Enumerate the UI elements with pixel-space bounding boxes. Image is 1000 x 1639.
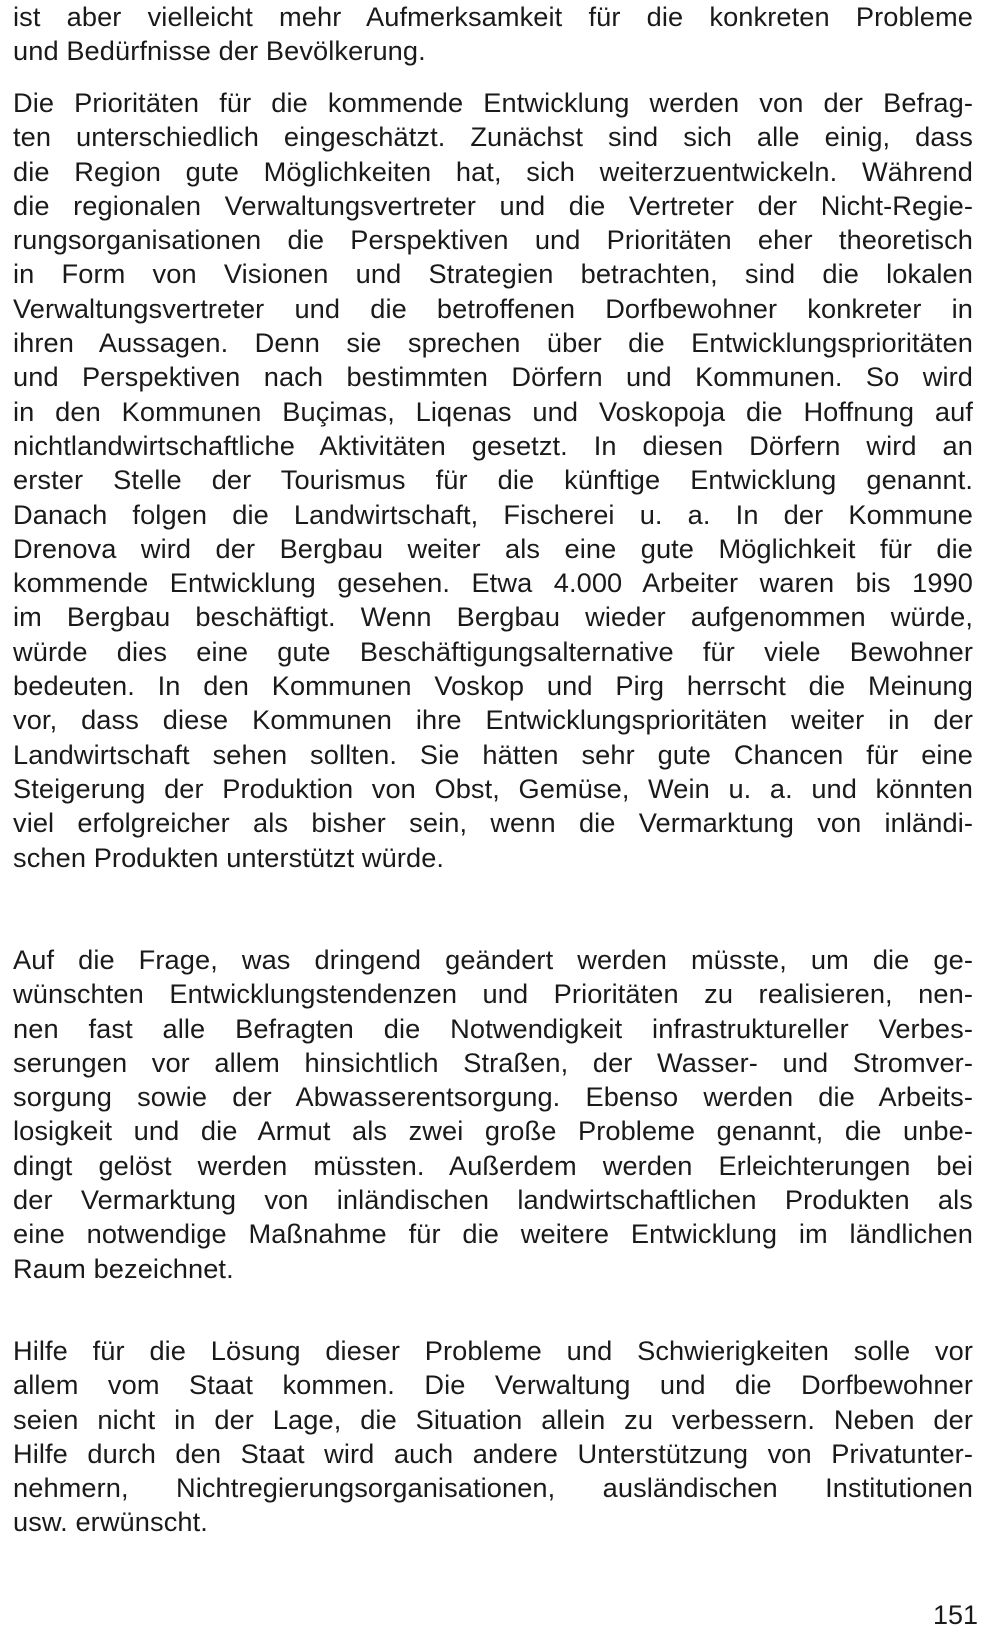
text-line: bedeuten. In den Kommunen Voskop und Pirg herrscht die Meinung <box>13 670 973 702</box>
text-line: ten unterschiedlich eingeschätzt. Zunächst sind sich alle einig, dass <box>13 121 973 153</box>
text-line: und Bedürfnisse der Bevölkerung. <box>13 35 426 67</box>
text-line: Auf die Frage, was dringend geändert werden müsste, um die ge- <box>13 944 973 975</box>
text-line: sorgung sowie der Abwasserentsorgung. Ebenso werden die Arbeits- <box>13 1081 973 1113</box>
text-line: Hilfe durch den Staat wird auch andere Unterstützung von Privatunter- <box>13 1437 973 1469</box>
text-line: kommende Entwicklung gesehen. Etwa 4.000 Arbeiter waren bis 1990 <box>13 567 973 599</box>
text-line: erster Stelle der Tourismus für die künftige Entwicklung genannt. <box>13 464 973 496</box>
text-line: vor, dass diese Kommunen ihre Entwicklungsprioritäten weiter in der <box>13 704 973 736</box>
paragraph-3 <box>13 943 973 1286</box>
text-line: Raum bezeichnet. <box>13 1252 234 1284</box>
paragraph-4 <box>13 1334 973 1540</box>
text-line: serungen vor allem hinsichtlich Straßen, der Wasser- und Stromver- <box>13 1046 973 1078</box>
paragraph-2 <box>13 86 973 875</box>
text-line: schen Produkten unterstützt würde. <box>13 841 445 873</box>
text-line: Danach folgen die Landwirtschaft, Fischerei u. a. In der Kommune <box>13 498 973 530</box>
text-line: usw. erwünscht. <box>13 1506 208 1538</box>
text-line: Hilfe für die Lösung dieser Probleme und Schwierigkeiten solle vor <box>13 1335 973 1366</box>
text-line: in Form von Visionen und Strategien betrachten, sind die lokalen <box>13 258 973 290</box>
text-line: die regionalen Verwaltungsvertreter und die Vertreter der Nicht-Regie- <box>13 189 973 221</box>
text-line: würde dies eine gute Beschäftigungsalternative für viele Bewohner <box>13 635 973 667</box>
text-line: in den Kommunen Buçimas, Liqenas und Voskopoja die Hoffnung auf <box>13 395 973 427</box>
text-line: Steigerung der Produktion von Obst, Gemüse, Wein u. a. und könnten <box>13 772 973 804</box>
text-line: ihren Aussagen. Denn sie sprechen über die Entwicklungsprioritäten <box>13 327 973 359</box>
text-line: und Perspektiven nach bestimmten Dörfern und Kommunen. So wird <box>13 361 973 393</box>
text-line: eine notwendige Maßnahme für die weitere Entwicklung im ländlichen <box>13 1218 973 1250</box>
paragraph-1 <box>13 0 973 69</box>
text-line: dingt gelöst werden müssten. Außerdem werden Erleichterungen bei <box>13 1149 973 1181</box>
text-line: die Region gute Möglichkeiten hat, sich weiterzuentwickeln. Während <box>13 155 973 187</box>
text-line: rungsorganisationen die Perspektiven und Prioritäten eher theoretisch <box>13 224 973 256</box>
text-line: Verwaltungsvertreter und die betroffenen Dorfbewohner konkreter in <box>13 292 973 324</box>
text-line: Die Prioritäten für die kommende Entwicklung werden von der Befrag- <box>13 87 973 118</box>
text-line: ist aber vielleicht mehr Aufmerksamkeit für die konkreten Probleme <box>13 1 973 32</box>
text-line: der Vermarktung von inländischen landwirtschaftlichen Produkten als <box>13 1184 973 1216</box>
text-line: Drenova wird der Bergbau weiter als eine gute Möglichkeit für die <box>13 532 973 564</box>
text-line: seien nicht in der Lage, die Situation allein zu verbessern. Neben der <box>13 1403 973 1435</box>
text-line: nen fast alle Befragten die Notwendigkeit infrastruktureller Verbes- <box>13 1012 973 1044</box>
text-line: nichtlandwirtschaftliche Aktivitäten gesetzt. In diesen Dörfern wird an <box>13 429 973 461</box>
text-line: viel erfolgreicher als bisher sein, wenn die Vermarktung von inländi- <box>13 807 973 839</box>
text-line: losigkeit und die Armut als zwei große Probleme genannt, die unbe- <box>13 1115 973 1147</box>
text-line: allem vom Staat kommen. Die Verwaltung und die Dorfbewohner <box>13 1369 973 1401</box>
text-line: im Bergbau beschäftigt. Wenn Bergbau wieder aufgenommen würde, <box>13 601 973 633</box>
text-line: nehmern, Nichtregierungsorganisationen, ausländischen Institutionen <box>13 1472 973 1504</box>
text-line: wünschten Entwicklungstendenzen und Prioritäten zu realisieren, nen- <box>13 978 973 1010</box>
text-line: Landwirtschaft sehen sollten. Sie hätten sehr gute Chancen für eine <box>13 738 973 770</box>
page-number: 151 <box>932 1600 978 1630</box>
